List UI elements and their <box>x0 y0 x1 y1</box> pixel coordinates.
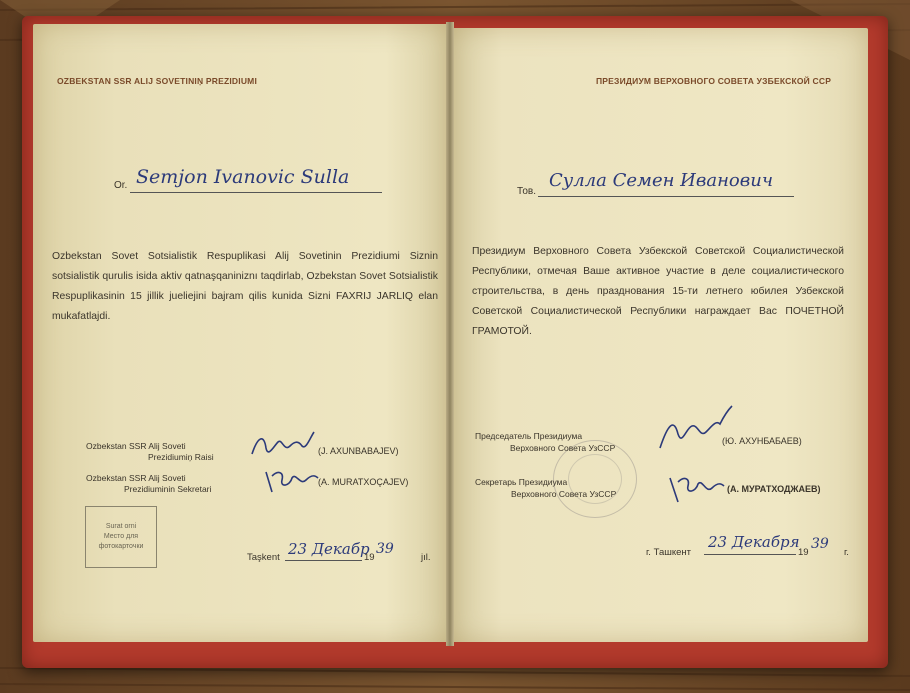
right-page-header: ПРЕЗИДИУМ ВЕРХОВНОГО СОВЕТА УЗБЕКСКОЙ ССР <box>596 76 832 86</box>
left-date-handwritten: 23 Декабр <box>288 540 370 558</box>
photo-place-line1: Surat orni <box>105 523 137 530</box>
left-page-header: OZBEKSTAN SSR ALIJ SOVETINIŅ PREZIDIUMI <box>57 76 258 86</box>
left-year-suffix: jıl. <box>421 552 431 563</box>
left-signature-1 <box>248 428 320 462</box>
photo-place-line3: фотокарточки <box>98 543 144 550</box>
left-year-prefix: 19 <box>364 552 375 563</box>
right-sig1-title-line1: Председатель Президиума <box>475 431 583 441</box>
right-signature-2 <box>666 472 728 506</box>
left-sig1-title-line2: Prezidiumiņ Raisi <box>148 452 214 462</box>
left-year-handwritten: 39 <box>376 541 394 557</box>
right-recipient-name: Сулла Семен Иванович <box>549 170 774 191</box>
right-sig2-name: (А. МУРАТХОДЖАЕВ) <box>727 484 821 494</box>
left-city-label: Taşkent <box>247 552 280 563</box>
left-sig2-title-line2: Prezidiuminin Sekretari <box>124 484 212 494</box>
right-date-underline <box>704 554 796 555</box>
left-recipient-name: Semjon Ivanovic Sulla <box>136 166 350 188</box>
left-sig1-title-line1: Ozbekstan SSR Alij Soveti <box>86 441 186 451</box>
right-salutation: Тов. <box>517 186 536 197</box>
right-year-prefix: 19 <box>798 547 809 558</box>
left-body-text: Ozbekstan Sovet Sotsialistik Respuplikasi Alij Sovetinin Prezidiumi Siznin sotsialistik qurulis isida aktiv qatnaşqaniniznı taqdirlab, Ozbekstan Sovet Sotsialistik Respuplikasinin 15 jillik jueliejini bajram qilis kunida Sizni FAXRIJ JARLIQ elan mukafatlajdi. <box>52 251 438 322</box>
book-gutter <box>446 22 454 646</box>
left-sig1-name: (J. AXUNBABAJEV) <box>318 446 399 456</box>
left-salutation: Or. <box>114 180 128 191</box>
right-date-handwritten: 23 Декабря <box>708 533 800 551</box>
left-name-underline <box>130 192 382 193</box>
right-sig1-title-line2: Верховного Совета УзССР <box>510 443 616 453</box>
right-name-underline <box>538 196 794 197</box>
left-sig2-title-line1: Ozbekstan SSR Alij Soveti <box>86 473 186 483</box>
left-sig2-name: (A. MURATXOÇAJEV) <box>318 477 409 487</box>
right-body-text: Президиум Верховного Совета Узбекской Советской Социалистической Республики, отмечая Ваше активное участие в деле социалистического строительства, в день празднования 15-ти летнего юбилея Узбекской Советской Социалистической Республики награждает Вас ПОЧЕТНОЙ ГРАМОТОЙ. <box>472 246 844 337</box>
photo-place-line2: Место для <box>103 533 139 540</box>
right-city-label: г. Ташкент <box>646 547 692 558</box>
right-year-suffix: г. <box>844 547 849 558</box>
right-year-handwritten: 39 <box>811 536 829 552</box>
right-sig2-title-line2: Верховного Совета УзССР <box>511 489 617 499</box>
right-sig1-name: (Ю. АХУНБАБАЕВ) <box>722 436 802 446</box>
left-date-underline <box>285 560 362 561</box>
left-signature-2 <box>262 466 324 496</box>
right-sig2-title-line1: Секретарь Президиума <box>475 477 568 487</box>
photo-placeholder-box <box>85 506 157 568</box>
right-signature-1 <box>656 404 736 454</box>
